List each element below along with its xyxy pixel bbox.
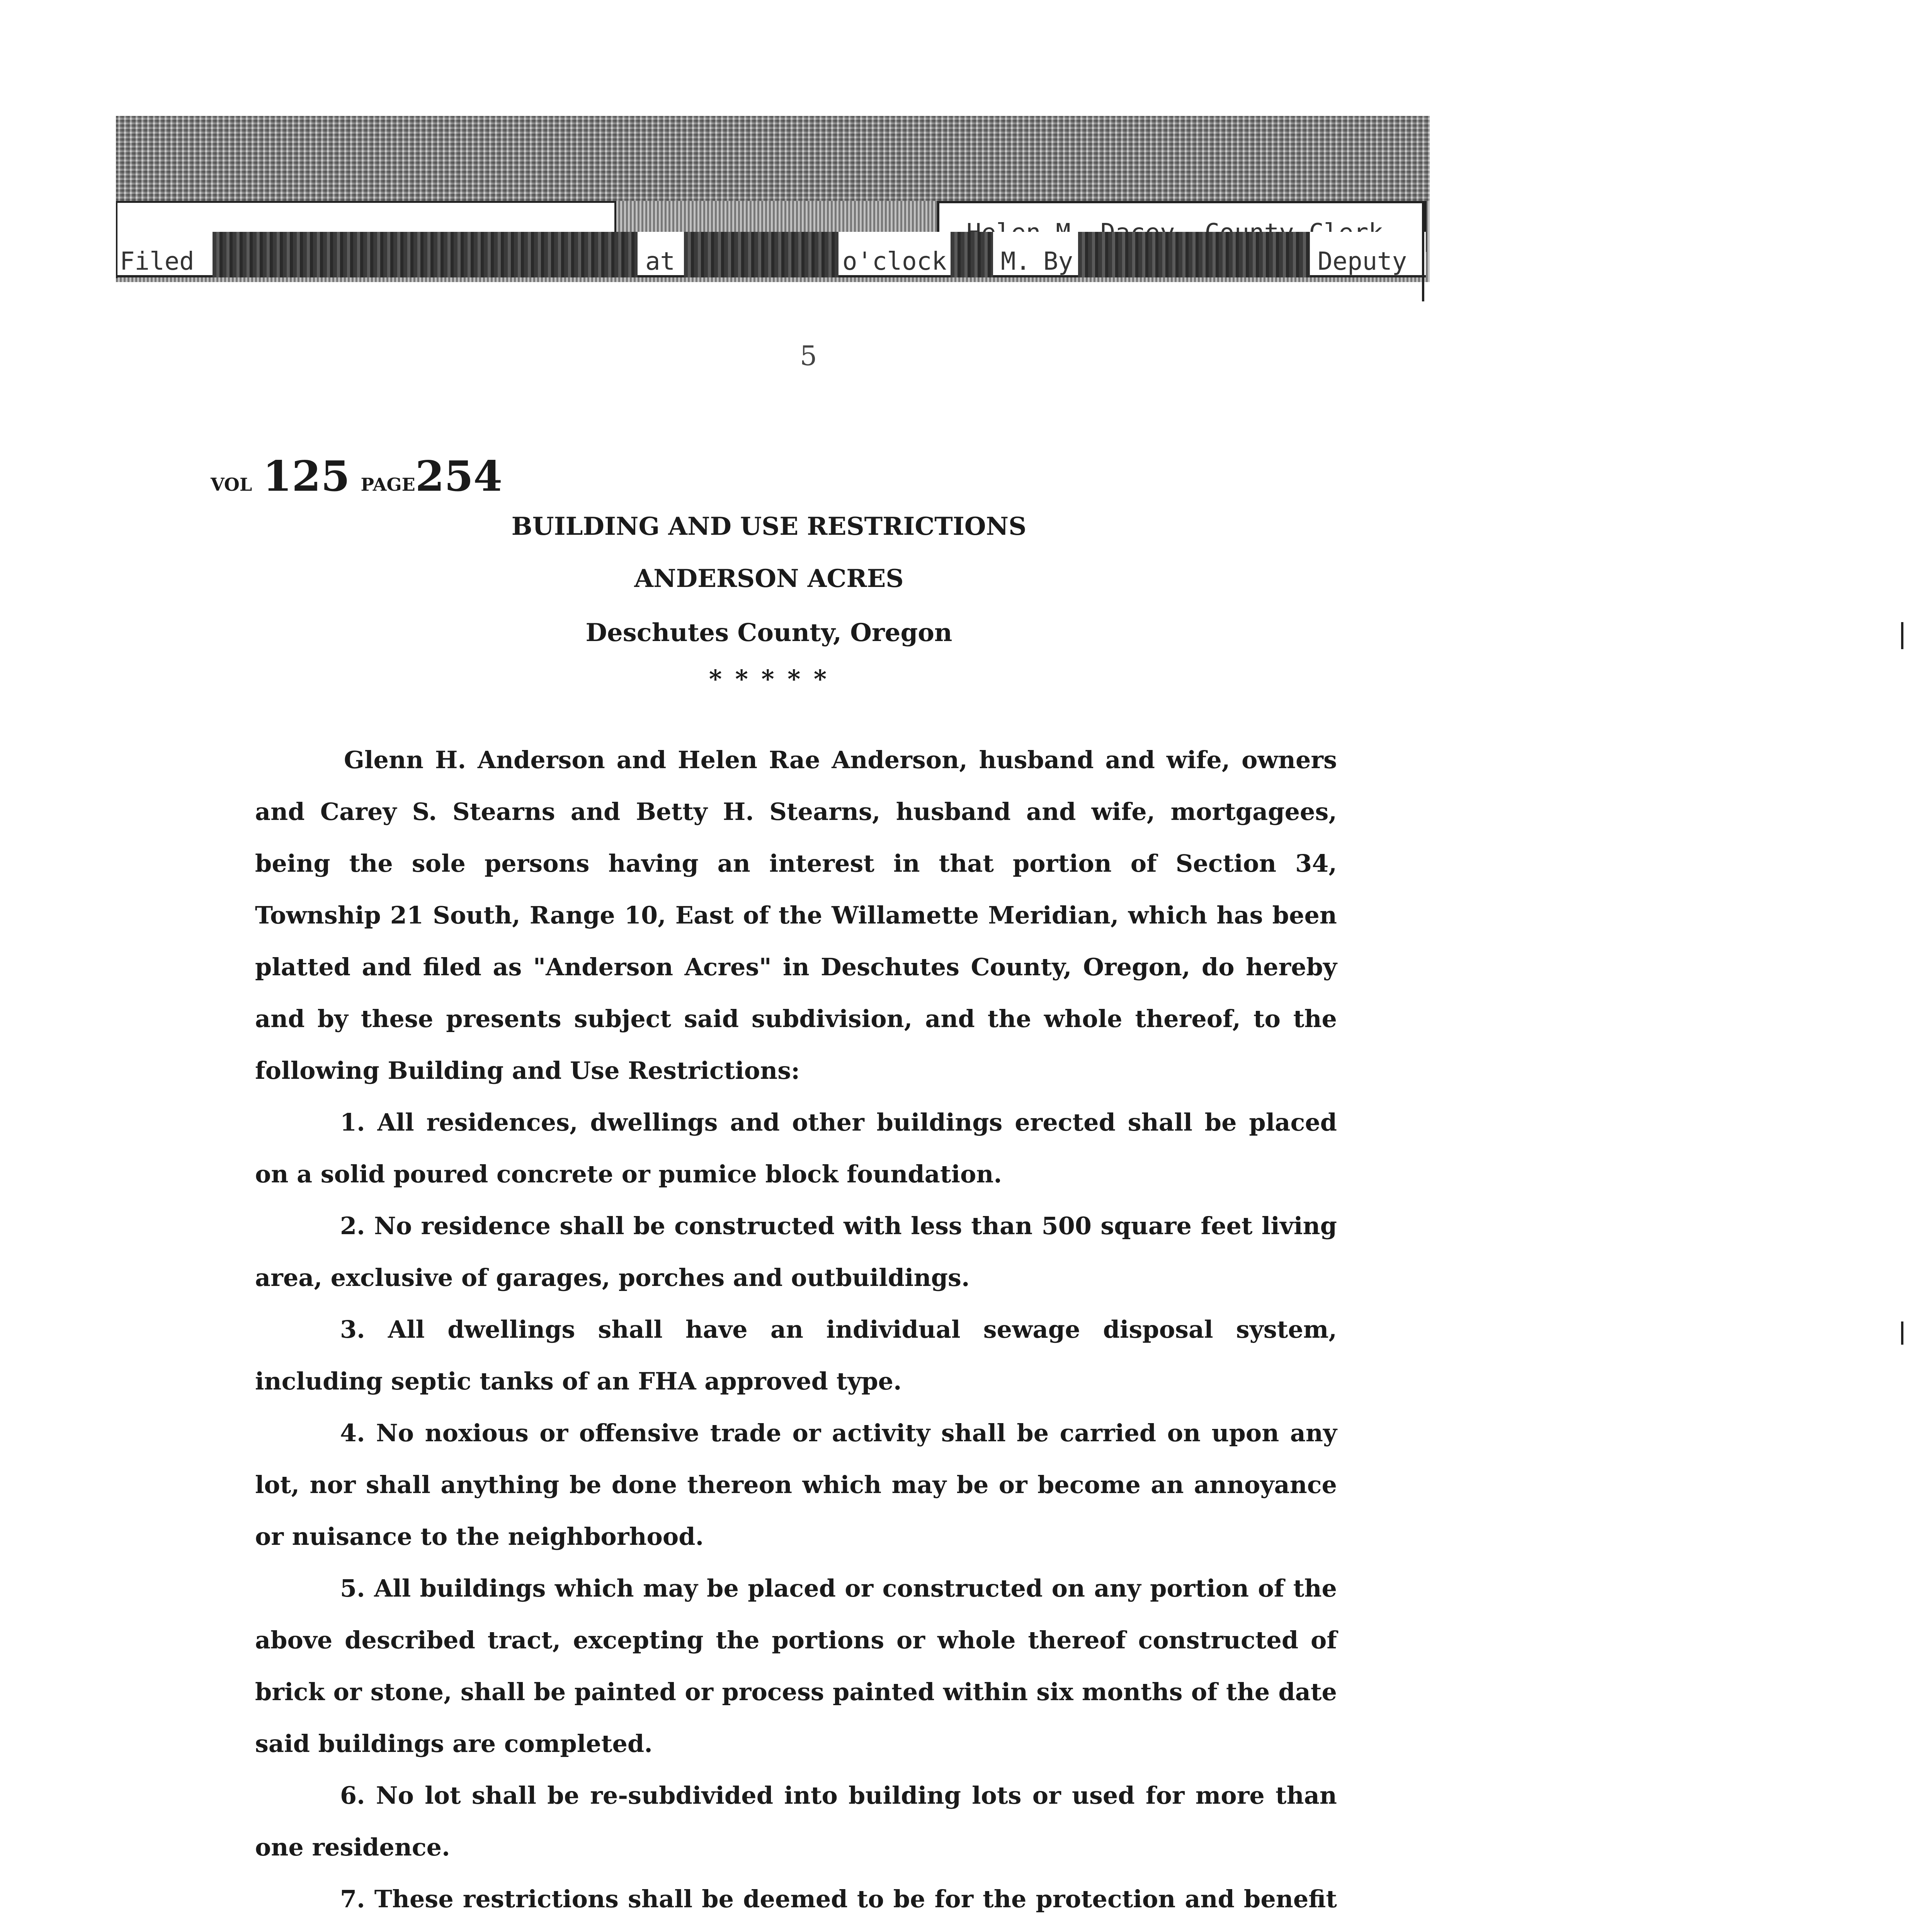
volume-page-stamp: [211, 452, 502, 501]
document-title: BUILDING AND USE RESTRICTIONS: [511, 512, 1027, 541]
subdivision-name: ANDERSON ACRES: [634, 564, 904, 593]
intro-paragraph: Glenn H. Anderson and Helen Rae Anderson, husband and wife, owners and Carey S. Stearns and Betty H. Stearns, husband and wife, mortgagees, being the sole persons having an interest in that portion of Section 34, Township 21 South, Range 10, East of the Willamette Meridian, which has been platted and filed as "Anderson Acres" in Deschutes County, Oregon, do hereby and by these presents subject said subdivision, and the whole thereof, to the following Building and Use Restrictions:: [255, 746, 1337, 1085]
m-label: M.: [1001, 247, 1031, 276]
filing-row: [116, 232, 1430, 278]
document-body: [255, 734, 1337, 1932]
vol-number: 125: [263, 452, 350, 501]
restriction-5: 5. All buildings which may be placed or constructed on any portion of the above described tract, excepting the portions or whole thereof constructed of brick or stone, shall be painted or process painted within six months of the date said buildings are completed.: [255, 1574, 1337, 1758]
deputy-label: Deputy: [1318, 247, 1407, 276]
restriction-3: 3. All dwellings shall have an individual sewage disposal system, including septic tanks of an FHA approved type.: [255, 1315, 1337, 1395]
filed-label: Filed: [120, 247, 194, 276]
restriction-4: 4. No noxious or offensive trade or activity shall be carried on upon any lot, nor shall anything be done thereon which may be or become an annoyance or nuisance to the neighborhood.: [255, 1419, 1337, 1551]
time-redacted: [684, 232, 838, 277]
restriction-2: 2. No residence shall be constructed with less than 500 square feet living area, exclusive of garages, porches and outbuildings.: [255, 1212, 1337, 1292]
at-label: at: [645, 247, 675, 276]
restriction-7: 7. These restrictions shall be deemed to be for the protection and benefit: [340, 1885, 1337, 1913]
by-label: By: [1043, 247, 1073, 276]
separator: * * * * *: [709, 665, 829, 694]
page-number: 254: [415, 452, 503, 501]
handwritten-mark: 5: [800, 340, 817, 372]
filing-stamp-noise: [116, 116, 1430, 205]
restriction-6: 6. No lot shall be re-subdivided into building lots or used for more than one residence.: [255, 1781, 1337, 1861]
county-location: Deschutes County, Oregon: [585, 618, 952, 647]
filed-date-redacted: [213, 232, 638, 277]
oclock-label: o'clock: [842, 247, 947, 276]
restriction-1: 1. All residences, dwellings and other buildings erected shall be placed on a solid poured concrete or pumice block foundation.: [255, 1108, 1337, 1188]
page-label: PAGE: [361, 474, 415, 495]
vol-label: VOL: [211, 474, 252, 495]
